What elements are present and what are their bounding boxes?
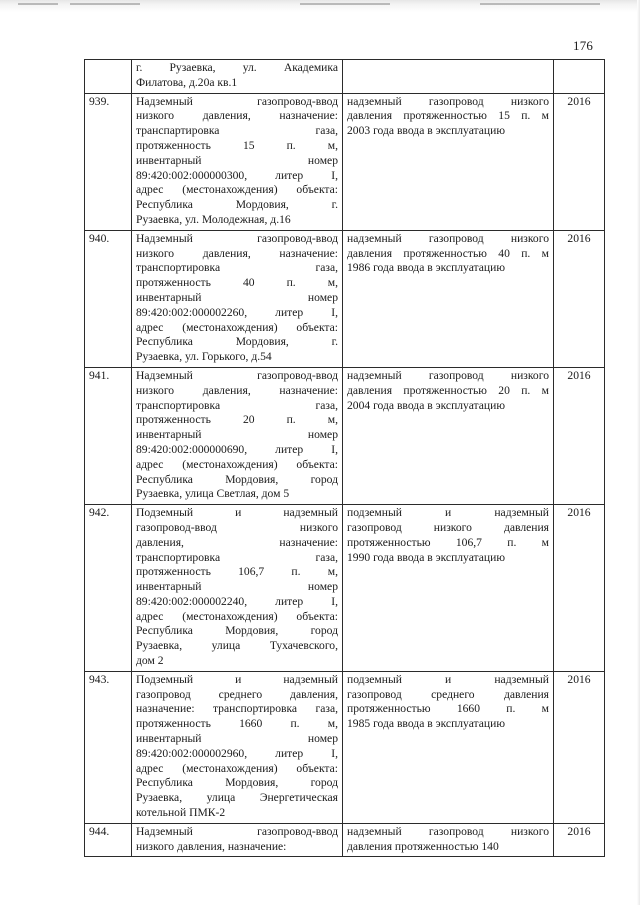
year-cell xyxy=(554,60,605,94)
description-text-line: протяженностью 106,7 п. м xyxy=(347,535,549,549)
description-text-line: протяженностью 1660 п. м xyxy=(347,702,549,716)
object-text-line: Рузаевка, улица Энергетическая xyxy=(136,791,338,805)
description-text-line: давления протяженностью 15 п. м xyxy=(347,109,549,123)
object-text-line: Республика Мордовия, город xyxy=(136,624,338,638)
description-text-line: газопровод низкого давления xyxy=(347,520,549,534)
object-text-line: 89:420:002:000000300, литер I, xyxy=(136,168,338,182)
object-text-line: 89:420:002:000002240, литер I, xyxy=(136,594,338,608)
object-text-line: Надземный газопровод-ввод xyxy=(136,368,338,382)
object-text-line: протяженность 15 п. м, xyxy=(136,138,338,152)
object-name-cell xyxy=(132,60,343,94)
object-text-line: Подземный и надземный xyxy=(136,506,338,520)
registry-table xyxy=(84,59,605,857)
scan-top-edge xyxy=(0,0,640,14)
object-text-line: адрес (местонахождения) объекта: xyxy=(136,457,338,471)
object-text-line: протяженность 106,7 п. м, xyxy=(136,565,338,579)
object-text-line: давления, назначение: xyxy=(136,535,338,549)
description-text-line: надземный газопровод низкого xyxy=(347,231,549,245)
object-text-line: инвентарный номер xyxy=(136,732,338,746)
row-number: 944. xyxy=(85,823,132,857)
object-text-line: Подземный и надземный xyxy=(136,672,338,686)
table-row xyxy=(85,367,605,504)
object-text-line: адрес (местонахождения) объекта: xyxy=(136,761,338,775)
object-text-line: котельной ПМК-2 xyxy=(136,806,226,820)
object-name-cell xyxy=(132,671,343,823)
object-text-line: адрес (местонахождения) объекта: xyxy=(136,183,338,197)
object-text-line: газопровод-ввод низкого xyxy=(136,520,338,534)
row-number: 943. xyxy=(85,671,132,823)
table-row xyxy=(85,823,605,857)
object-description-cell xyxy=(343,823,554,857)
object-description-cell xyxy=(343,671,554,823)
object-text-line: Рузаевка, улица Светлая, дом 5 xyxy=(136,487,290,501)
year-cell: 2016 xyxy=(554,505,605,672)
object-text-line: транспартировка газа, xyxy=(136,124,338,138)
object-description-cell xyxy=(343,230,554,367)
year-cell: 2016 xyxy=(554,230,605,367)
year-cell: 2016 xyxy=(554,93,605,230)
object-text-line: дом 2 xyxy=(136,654,164,668)
object-text-line: низкого давления, назначение: xyxy=(136,246,338,260)
object-text-line: транспортировка газа, xyxy=(136,398,338,412)
object-name-cell xyxy=(132,230,343,367)
object-text-line: транспортировка газа, xyxy=(136,261,338,275)
description-text-line: 1990 года ввода в эксплуатацию xyxy=(347,550,505,564)
description-text-line: 1986 года ввода в эксплуатацию xyxy=(347,261,505,275)
object-description-cell xyxy=(343,60,554,94)
description-text-line: давления протяженностью 20 п. м xyxy=(347,383,549,397)
object-text-line: инвентарный номер xyxy=(136,428,338,442)
object-name-cell xyxy=(132,93,343,230)
object-text-line: Республика Мордовия, город xyxy=(136,472,338,486)
row-number: 939. xyxy=(85,93,132,230)
description-text-line: надземный газопровод низкого xyxy=(347,824,549,838)
object-description-cell xyxy=(343,505,554,672)
year-cell: 2016 xyxy=(554,671,605,823)
object-text-line: Рузаевка, улица Тухачевского, xyxy=(136,639,338,653)
object-text-line: протяженность 20 п. м, xyxy=(136,413,338,427)
description-text-line: 2003 года ввода в эксплуатацию xyxy=(347,124,505,138)
object-text-line: Надземный газопровод-ввод xyxy=(136,231,338,245)
object-text-line: 89:420:002:000002260, литер I, xyxy=(136,305,338,319)
scan-streak xyxy=(70,3,140,5)
object-name-cell xyxy=(132,367,343,504)
object-text-line: г. Рузаевка, ул. Академика xyxy=(136,61,338,74)
object-text-line: протяженность 40 п. м, xyxy=(136,276,338,290)
object-name-cell xyxy=(132,505,343,672)
object-description-cell xyxy=(343,93,554,230)
table-row xyxy=(85,671,605,823)
year-cell: 2016 xyxy=(554,823,605,857)
table-row xyxy=(85,93,605,230)
object-text-line: Рузаевка, ул. Горького, д.54 xyxy=(136,350,272,364)
description-text-line: надземный газопровод низкого xyxy=(347,94,549,108)
object-text-line: назначение: транспортировка газа, xyxy=(136,702,338,716)
description-text-line: подземный и надземный xyxy=(347,506,549,520)
table-row xyxy=(85,505,605,672)
description-text-line: 1985 года ввода в эксплуатацию xyxy=(347,717,505,731)
object-text-line: транспортировка газа, xyxy=(136,550,338,564)
object-text-line: Республика Мордовия, город xyxy=(136,776,338,790)
description-text-line: давления протяженностью 40 п. м xyxy=(347,246,549,260)
object-text-line: инвентарный номер xyxy=(136,153,338,167)
object-text-line: низкого давления, назначение: xyxy=(136,109,338,123)
row-number: 940. xyxy=(85,230,132,367)
object-text-line: Надземный газопровод-ввод xyxy=(136,94,338,108)
object-text-line: низкого давления, назначение: xyxy=(136,383,338,397)
object-text-line: протяженность 1660 п. м, xyxy=(136,717,338,731)
object-text-line: адрес (местонахождения) объекта: xyxy=(136,320,338,334)
scan-streak xyxy=(300,3,390,5)
row-number: 942. xyxy=(85,505,132,672)
table-row xyxy=(85,230,605,367)
page-number: 176 xyxy=(573,38,594,53)
object-text-line: инвентарный номер xyxy=(136,580,338,594)
year-cell: 2016 xyxy=(554,367,605,504)
object-text-line: 89:420:002:000000690, литер I, xyxy=(136,442,338,456)
table-row xyxy=(85,60,605,94)
object-name-cell xyxy=(132,823,343,857)
object-text-line: Филатова, д.20а кв.1 xyxy=(136,75,238,89)
scan-streak xyxy=(480,3,600,5)
description-text-line: газопровод среднего давления xyxy=(347,687,549,701)
object-text-line: газопровод среднего давления, xyxy=(136,687,338,701)
object-text-line: Республика Мордовия, г. xyxy=(136,198,338,212)
description-text-line: надземный газопровод низкого xyxy=(347,368,549,382)
object-text-line: Республика Мордовия, г. xyxy=(136,335,338,349)
object-text-line: 89:420:002:000002960, литер I, xyxy=(136,746,338,760)
object-text-line: адрес (местонахождения) объекта: xyxy=(136,609,338,623)
description-text-line: давления протяженностью 140 xyxy=(347,839,499,853)
description-text-line: подземный и надземный xyxy=(347,672,549,686)
object-description-cell xyxy=(343,367,554,504)
row-number: 941. xyxy=(85,367,132,504)
object-text-line: инвентарный номер xyxy=(136,290,338,304)
object-text-line: Надземный газопровод-ввод xyxy=(136,824,338,838)
object-text-line: Рузаевка, ул. Молодежная, д.16 xyxy=(136,212,291,226)
scan-streak xyxy=(18,3,58,5)
registry-table-body xyxy=(85,60,605,857)
description-text-line: 2004 года ввода в эксплуатацию xyxy=(347,398,505,412)
object-text-line: низкого давления, назначение: xyxy=(136,839,287,853)
row-number xyxy=(85,60,132,94)
